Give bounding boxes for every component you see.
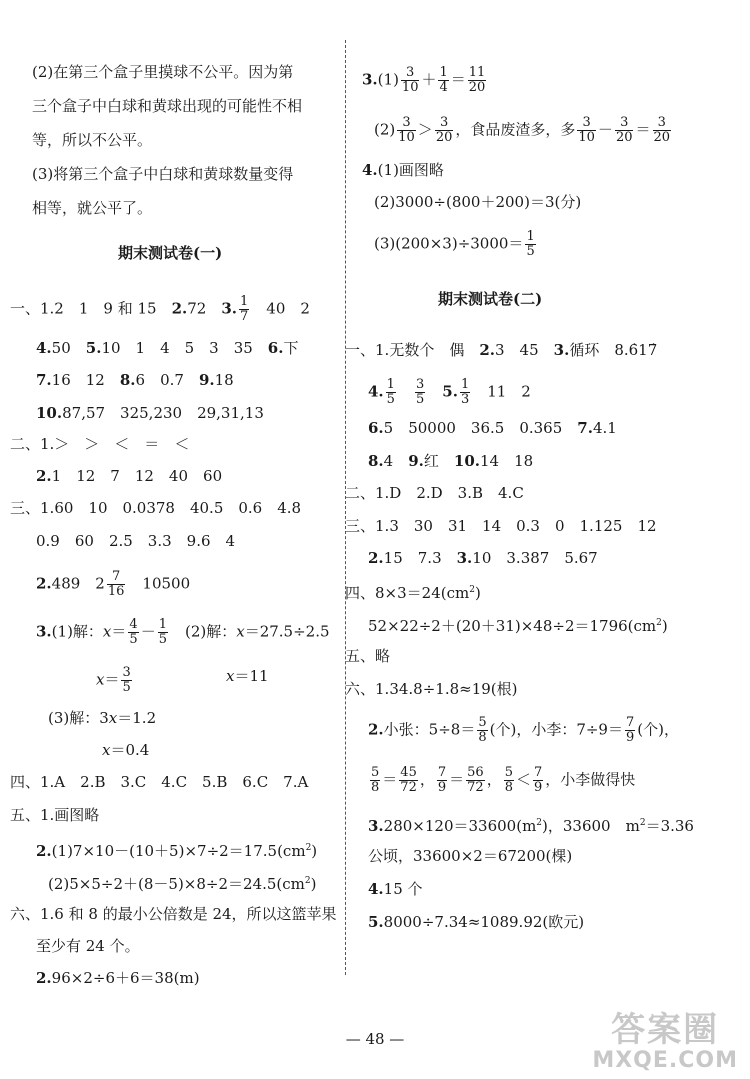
answer-row: 五、1.画图略 [10,806,100,824]
answer-row: $\frac{5}{8}$ ＝ $\frac{45}{72}$ ， $\frac{7}{9}$ ＝ $\frac{56}{72}$ ， $\frac{5}{8}$ ＜ $\frac{7}{9}$ ，小李做得快 [371,765,636,795]
answer-row: $(2)5\times 5\div 2+(8-5)\times 8\div 2=24.5(cm^2)$ [48,875,317,893]
answer-row: (2)3000÷(800＋200)＝3(分) [374,193,582,211]
answer-row: 2.96×2÷6＋6＝38(m) [36,969,200,987]
answer-row: 5.8000÷7.34≈1089.92(欧元) [368,913,585,931]
answer-row: 至少有 24 个。 [36,937,140,955]
page-number: — 48 — [345,1030,405,1048]
answer-row: 3.(1)解：x＝ $\frac{4}{5}$ － $\frac{1}{5}$ (2)解：x＝27.5÷2.5 [36,617,330,647]
watermark-logo: 答案圈 MXQE.COM [592,1010,738,1073]
answer-row: 4.(1)画图略 [362,161,444,179]
answer-text: 三个盒子中白球和黄球出现的可能性不相 [32,97,303,115]
section-title-exam-2: 期末测试卷(二) [438,290,543,308]
answer-row: 六、1.6 和 8 的最小公倍数是 24，所以这篮苹果 [10,905,337,923]
answer-row: 一、1.无数个 偶 2.3 45 3.循环 8.6̇17̇ [345,341,658,359]
answer-row: x＝ $\frac{3}{5}$ [96,665,131,695]
answer-row: 六、1.34.8÷1.8≈19(根) [345,680,518,698]
answer-row: 6.5 50000 36.5 0.365 7.4.1 [368,419,617,437]
answer-row: 一、1.2 1 9 和 15 2.72 3. $\frac{1}{7}$ 40 2 [10,294,310,324]
answer-row: x＝0.4 [102,741,150,759]
answer-row: 7.16 12 8.6 0.7 9.18 [36,371,234,389]
answer-row: 2.1 12 7 12 40 60 [36,467,223,485]
answer-row: 4.50 5.10 1 4 5 3 35 6.下 [36,339,299,357]
answer-row: 2.15 7.3 3.10 3.387 5.67 [368,549,598,567]
answer-row: 四、1.A 2.B 3.C 4.C 5.B 6.C 7.A [10,773,309,791]
answer-row: 二、1.D 2.D 3.B 4.C [345,484,524,502]
section-title-exam-1: 期末测试卷(一) [118,244,223,262]
answer-row: 3.(1) $\frac{3}{10}$ ＋ $\frac{1}{4}$ ＝ $\frac{11}{20}$ [362,65,486,95]
answer-row: 公顷，33600×2＝67200(棵) [368,847,573,865]
answer-row: 三、1.60 10 0.0378 40.5 0.6 4.8 [10,499,302,517]
answer-row: 2.小张：5÷8＝ $\frac{5}{8}$ (个)，小李：7÷9＝ $\frac{7}{9}$ (个)， [368,715,679,745]
answer-row: 8.4 9.红 10.14 18 [368,452,534,470]
answer-row: $52\times 22\div 2+(20+31)\times 48\div 2=1796(cm^2)$ [368,617,668,635]
answer-row: 2.489 2 $\frac{7}{16}$ 10500 [36,569,191,599]
answer-row: $2.(1)7\times 10-(10+5)\times 7\div 2=17.5(cm^2)$ [36,842,318,860]
answer-row: 4. $\frac{1}{5}$ $\frac{3}{5}$ 5. $\frac{1}{3}$ 11 2 [368,377,531,407]
column-divider [345,40,346,975]
answer-row: 0.9 60 2.5 3.3 9.6 4 [36,532,236,550]
answer-row: 四、$8\times 3=24(cm^2)$ [345,584,481,602]
answer-row: 10.87,57 325,230 29,31,13 [36,404,264,422]
answer-row: (3)(200×3)÷3000＝ $\frac{1}{5}$ [374,229,535,259]
answer-text: (2)在第三个盒子里摸球不公平。因为第 [32,63,294,81]
answer-row: (3)解：3x＝1.2 [48,709,157,727]
answer-text: 相等，就公平了。 [32,199,153,217]
answer-row: x＝11 [226,667,269,685]
answer-row: 三、1.3 30 31 14 0.3 0 1.125 12 [345,517,657,535]
answer-row: (2) $\frac{3}{10}$ ＞ $\frac{3}{20}$ ，食品废渣多，多 $\frac{3}{10}$ － $\frac{3}{20}$ ＝ $\frac{3}{20}$ [374,115,671,145]
answer-row: 五、略 [345,647,391,665]
answer-row: $3.280\times 120=33600(m^2)$，33600 $m^2=3.36$ [368,817,694,835]
answer-row: 二、1.＞ ＞ ＜ ＝ ＜ [10,435,190,453]
answer-text: 等，所以不公平。 [32,131,153,149]
answer-text: (3)将第三个盒子中白球和黄球数量变得 [32,165,294,183]
answer-row: 4.15 个 [368,880,423,898]
